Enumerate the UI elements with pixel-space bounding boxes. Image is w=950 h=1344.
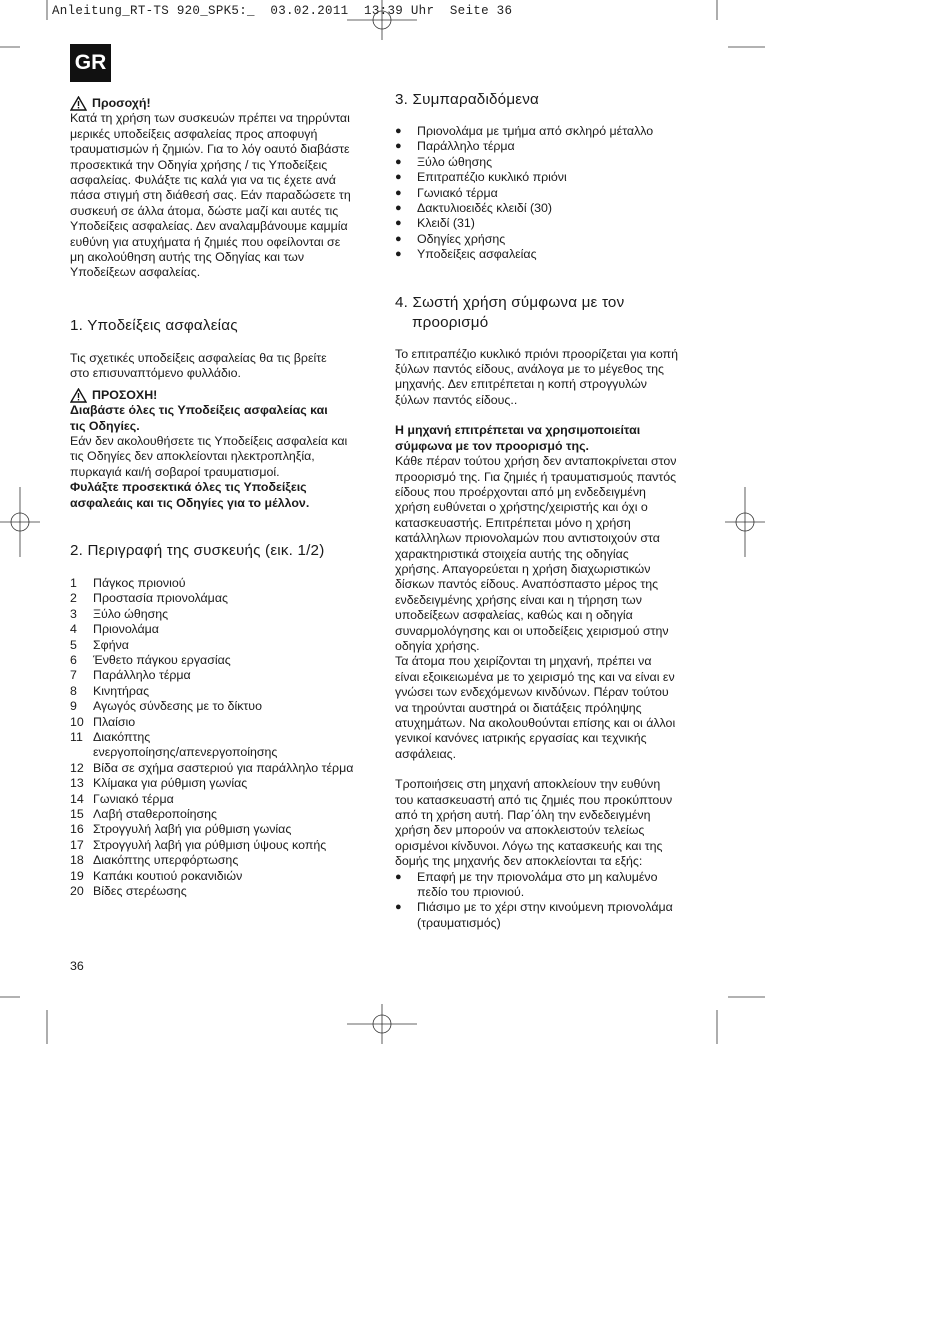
- text-line: κατάλληλων πριονολαμών που αντιστοιχούν στα: [395, 531, 660, 546]
- text-line: Υποδείξεων ασφαλείας.: [70, 265, 201, 280]
- bullet-icon: ●: [395, 217, 402, 230]
- item-number: 3: [70, 606, 77, 621]
- residual-risks-list: [395, 870, 695, 932]
- text-line: σύμφωνα με τον προορισμό της.: [395, 438, 589, 453]
- intended-use-paragraph: [395, 347, 695, 409]
- item-label-line: Λαβή σταθεροποίησης: [93, 807, 218, 822]
- risk-text-line: Πιάσιμο με το χέρι στην κινούμενη πριονολάμα: [417, 900, 673, 915]
- text-line: Το επιτραπέζιο κυκλικό πριόνι προορίζεται για κοπή: [395, 346, 678, 361]
- risk-text-line: Επαφή με την πριονολάμα στο μη καλυμένο: [417, 869, 658, 884]
- item-label: [93, 607, 168, 622]
- text-line: κατασκευαστής. Επιτρέπεται μόνο η χρήση: [395, 515, 631, 530]
- modifications-paragraph: [395, 777, 695, 869]
- attention-heading: [70, 96, 370, 111]
- item-label-line: Κινητήρας: [93, 683, 150, 698]
- warning-triangle-icon: [70, 388, 87, 403]
- parts-list-item: [70, 576, 370, 591]
- text-line: πάσα στιγμή στη διάθεσή σας. Εάν παραδώσετε τη: [70, 188, 351, 203]
- item-number: 5: [70, 637, 77, 652]
- item-label-line: Προστασία πριονολάμας: [93, 591, 228, 606]
- item-number: 16: [70, 822, 84, 837]
- section-2-heading: 2. Περιγραφή της συσκευής (εικ. 1/2): [70, 541, 325, 559]
- risk-text: [417, 870, 658, 901]
- item-label-line: ενεργοποίησης/απενεργοποίησης: [93, 745, 278, 760]
- item-number: 2: [70, 591, 77, 606]
- item-number: 1: [70, 575, 77, 590]
- parts-list-item: [70, 699, 370, 714]
- item-label: [93, 730, 277, 761]
- text-line: ενδεδειγμένης χρήσης είναι και η τήρηση των: [395, 592, 642, 607]
- bullet-icon: ●: [395, 901, 402, 914]
- text-line: συναρμολόγησης και οι υποδείξεις χειρισμού στην: [395, 623, 669, 638]
- supplied-items-list: [395, 124, 695, 263]
- text-line: ορισμένοι κίνδυνοι. Λόγω της κατασκευής και της: [395, 838, 663, 853]
- text-line: τις Οδηγίες.: [70, 418, 140, 433]
- text-line: χαρακτηριστικά στοιχεία αυτής της οδηγίας: [395, 546, 629, 561]
- left-column: [70, 96, 370, 899]
- item-number: 7: [70, 668, 77, 683]
- text-line: Κάθε πέραν τούτου χρήση δεν ανταποκρίνεται στον: [395, 454, 677, 469]
- item-number: 6: [70, 652, 77, 667]
- text-line: να τηρούνται αυστηρά οι διατάξεις πρόληψης: [395, 700, 642, 715]
- right-column: [395, 90, 695, 931]
- item-label-line: Γωνιακό τέρμα: [93, 791, 174, 806]
- text-line: ατυχημάτων. Να ακολουθούνται επίσης και οι άλλοι: [395, 716, 676, 730]
- text-line: χρήση ευθύνεται ο χρήστης/χειριστής και όχι ο: [395, 500, 648, 515]
- item-number: 11: [70, 730, 83, 744]
- item-label-line: Πάγκος πριονιού: [93, 575, 186, 590]
- text-line: Τα άτομα που χειρίζονται τη μηχανή, πρέπει να: [395, 654, 652, 669]
- item-label-line: Διακόπτης υπερφόρτωσης: [93, 853, 239, 868]
- supplied-item: [395, 124, 695, 139]
- item-label: [93, 591, 228, 606]
- item-label-line: Σφήνα: [93, 637, 129, 652]
- text-line: γνώσει των ενδεχόμενων κινδύνων. Πέραν τούτου: [395, 685, 669, 700]
- item-label-line: Στρογγυλή λαβή για ρύθμιση γωνίας: [93, 822, 292, 837]
- item-number: 13: [70, 776, 84, 791]
- text-line: του κατασκευαστή από τις ζημιές που προκύπτουν: [395, 792, 673, 807]
- page-number: 36: [70, 959, 84, 973]
- text-line: γενικοί κανόνες ιατρικής εργασίας και τεχνικής: [395, 731, 647, 746]
- bullet-icon: ●: [395, 202, 402, 215]
- bullet-icon: ●: [395, 248, 402, 261]
- keep-instructions-text: [70, 480, 370, 511]
- text-line: μηχανής. Δεν επιτρέπεται η κοπή στρογγυλών: [395, 377, 648, 392]
- text-line: μερικές υποδείξεις ασφαλείας προς αποφυγή: [70, 126, 318, 141]
- item-label: [93, 684, 149, 699]
- text-line: είδους που προέρχονται από μη ενδεδειγμένη: [395, 484, 646, 499]
- item-number: 14: [70, 791, 84, 806]
- supplied-item-label: Κλειδί (31): [417, 216, 475, 231]
- parts-list-item: [70, 607, 370, 622]
- text-line: υποδείξεων ασφαλείας, καθώς και η οδηγία: [395, 608, 633, 623]
- text-line: δίσκων παντός είδους. Αναπόσπαστο μέρος της: [395, 577, 659, 592]
- warning-triangle-icon: [70, 96, 87, 111]
- item-number: 19: [70, 868, 84, 883]
- parts-list-item: [70, 653, 370, 668]
- item-label-line: Ξύλο ώθησης: [93, 606, 169, 621]
- item-label-line: Διακόπτης: [93, 730, 151, 744]
- bullet-icon: ●: [395, 171, 402, 184]
- supplied-item: [395, 232, 695, 247]
- supplied-item-label: Ξύλο ώθησης: [417, 154, 493, 169]
- item-label: [93, 638, 129, 653]
- text-line: Τις σχετικές υποδείξεις ασφαλείας θα τις βρείτε: [70, 350, 327, 365]
- parts-list-item: [70, 591, 370, 606]
- supplied-item: [395, 155, 695, 170]
- item-label: [93, 699, 262, 714]
- parts-list-item: [70, 730, 370, 761]
- item-label-line: Κλίμακα για ρύθμιση γωνίας: [93, 776, 248, 791]
- bullet-icon: ●: [395, 186, 402, 199]
- section-1-intro: [70, 351, 370, 382]
- text-line: είναι εξοικειωμένα με το χειρισμό της και να είναι εν: [395, 669, 675, 684]
- supplied-item-label: Παράλληλο τέρμα: [417, 139, 515, 154]
- item-label-line: Στρογγυλή λαβή για ρύθμιση ύψους κοπής: [93, 837, 327, 852]
- item-label: [93, 576, 186, 591]
- text-line: πυρκαγιά και/ή σοβαροί τραυματισμοί.: [70, 464, 280, 479]
- supplied-item-label: Δακτυλιοειδές κλειδί (30): [417, 201, 553, 216]
- item-label: [93, 838, 326, 853]
- supplied-item: [395, 139, 695, 154]
- risk-item: [395, 900, 695, 931]
- section-3-heading: 3. Συμπαραδιδόμενα: [395, 91, 540, 108]
- item-label: [93, 807, 217, 822]
- text-line: Διαβάστε όλες τις Υποδείξεις ασφαλείας και: [70, 403, 328, 418]
- supplied-item-label: Επιτραπέζιο κυκλικό πριόνι: [417, 170, 567, 185]
- text-line: Εάν δεν ακολουθήσετε τις Υποδείξεις ασφαλεία και: [70, 433, 348, 448]
- supplied-item-label: Γωνιακό τέρμα: [417, 185, 498, 200]
- item-label: [93, 869, 242, 884]
- text-line: από τη χρήση αυτή. Παρ΄όλη την ενδεδειγμένη: [395, 808, 651, 823]
- heading-line: 4. Σωστή χρήση σύμφωνα με τον: [395, 293, 625, 311]
- attention-text: [70, 111, 370, 280]
- parts-list-item: [70, 684, 370, 699]
- parts-list: [70, 576, 370, 900]
- item-label: [93, 853, 238, 868]
- risk-text-line: (τραυματισμός): [417, 915, 501, 930]
- text-line: δομής της μηχανής δεν αποκλείονται τα εξής:: [395, 854, 643, 869]
- text-line: προσεκτικά την Οδηγία χρήσης / τις Υποδείξεις: [70, 157, 328, 172]
- parts-list-item: [70, 761, 370, 776]
- item-number: 15: [70, 807, 84, 822]
- parts-list-item: [70, 838, 370, 853]
- parts-list-item: [70, 884, 370, 899]
- item-number: 4: [70, 622, 77, 637]
- text-line: Κατά τη χρήση των συσκευών πρέπει να τηρρύνται: [70, 111, 350, 126]
- item-number: 9: [70, 699, 77, 714]
- text-line: οδηγία χρήσης.: [395, 638, 480, 653]
- text-line: ασφάλειας.: [395, 746, 457, 761]
- item-label-line: Βίδες στερέωσης: [93, 884, 187, 899]
- item-label: [93, 884, 187, 899]
- item-label-line: Αγωγός σύνδεσης με το δίκτυο: [93, 699, 262, 714]
- text-line: ασφαλείας. Φυλάξτε τις καλά για να τις έχετε ανά: [70, 173, 336, 188]
- supplied-item: [395, 247, 695, 262]
- attention-title: Προσοχή!: [92, 96, 151, 110]
- text-line: Φυλάξτε προσεκτικά όλες τις Υποδείξεις: [70, 480, 307, 495]
- misuse-paragraph: [395, 454, 695, 762]
- text-line: στο επισυναπτόμενο φυλλάδιο.: [70, 366, 241, 381]
- item-number: 17: [70, 837, 84, 852]
- item-label: [93, 776, 247, 791]
- risk-item: [395, 870, 695, 901]
- warning-title: ΠΡΟΣΟΧΗ!: [92, 387, 158, 402]
- item-label-line: Πλαίσιο: [93, 714, 136, 729]
- text-line: προορισμό της. Για ζημιές ή τραυματισμούς παντός: [395, 469, 677, 484]
- text-line: ξύλων παντός είδους..: [395, 392, 518, 407]
- item-label-line: Ένθετο πάγκου εργασίας: [93, 652, 231, 667]
- risk-text-line: πεδίο του πριονιού.: [417, 885, 525, 900]
- text-line: ξύλων παντός είδους, ανάλογα με το μέγεθος της: [395, 362, 664, 377]
- section-4-heading: [395, 293, 695, 333]
- parts-list-item: [70, 715, 370, 730]
- intended-use-bold: [395, 423, 695, 454]
- item-label: [93, 761, 353, 776]
- parts-list-item: [70, 776, 370, 791]
- parts-list-item: [70, 822, 370, 837]
- item-number: 12: [70, 760, 84, 775]
- bullet-icon: ●: [395, 140, 402, 153]
- bullet-icon: ●: [395, 125, 402, 137]
- text-line: χρήσης. Απαγορεύεται η χρήση διαχωριστικών: [395, 561, 651, 576]
- text-line: τις Οδηγίες δεν αποκλείονται ηλεκτροπληξία,: [70, 449, 315, 464]
- item-number: 8: [70, 683, 77, 698]
- item-label: [93, 715, 135, 730]
- parts-list-item: [70, 869, 370, 884]
- item-number: 10: [70, 714, 84, 729]
- parts-list-item: [70, 792, 370, 807]
- parts-list-item: [70, 668, 370, 683]
- supplied-item: [395, 216, 695, 231]
- item-number: 18: [70, 853, 84, 868]
- bullet-icon: ●: [395, 155, 402, 168]
- heading-line: προορισμό: [412, 313, 489, 331]
- item-label: [93, 622, 159, 637]
- supplied-item: [395, 186, 695, 201]
- item-label-line: Καπάκι κουτιού ροκανιδιών: [93, 868, 243, 883]
- bullet-icon: ●: [395, 870, 402, 883]
- risk-text: [417, 900, 673, 931]
- supplied-item-label: Πριονολάμα με τμήμα από σκληρό μέταλλο: [417, 124, 654, 138]
- parts-list-item: [70, 807, 370, 822]
- warning-heading: [70, 388, 370, 403]
- language-badge: GR: [70, 44, 111, 82]
- item-number: 20: [70, 884, 84, 899]
- text-line: χρήση δεν μπορούν να αποκλειστούν τελείως: [395, 823, 645, 838]
- warning-text: [70, 434, 370, 480]
- section-1-heading: 1. Υποδείξεις ασφαλείας: [70, 316, 238, 334]
- item-label: [93, 668, 191, 683]
- text-line: συσκευή σε άλλα άτομα, δώστε μαζί και αυτές τις: [70, 203, 339, 218]
- text-line: Η μηχανή επιτρέπεται να χρησιμοποιείται: [395, 423, 641, 438]
- parts-list-item: [70, 622, 370, 637]
- parts-list-item: [70, 853, 370, 868]
- supplied-item-label: Οδηγίες χρήσης: [417, 231, 506, 246]
- item-label: [93, 822, 291, 837]
- item-label: [93, 653, 231, 668]
- text-line: τραυματισμών ή ζημιών. Για το λόγ οαυτό διαβάστε: [70, 142, 350, 157]
- parts-list-item: [70, 638, 370, 653]
- supplied-item: [395, 170, 695, 185]
- text-line: Τροποιήσεις στη μηχανή αποκλείουν την ευθύνη: [395, 777, 661, 792]
- supplied-item-label: Υποδείξεις ασφαλείας: [417, 247, 537, 262]
- print-header: Anleitung_RT-TS 920_SPK5:_ 03.02.2011 13:39 Uhr Seite 36: [52, 4, 513, 18]
- item-label-line: Βίδα σε σχήμα σαστεριού για παράλληλο τέρμα: [93, 760, 354, 775]
- supplied-item: [395, 201, 695, 216]
- text-line: ευθύνη για ατυχήματα ή ζημιές που οφείλονται σε: [70, 234, 341, 249]
- item-label-line: Παράλληλο τέρμα: [93, 668, 191, 683]
- text-line: ασφαλεάις και τις Οδηγίες για το μέλλον.: [70, 495, 310, 510]
- text-line: Υποδείξεις ασφαλείας. Δεν αναλαμβάνουμε καμμία: [70, 219, 348, 234]
- text-line: μη ακολούθηση αυτής της Οδηγίας και των: [70, 250, 305, 265]
- bullet-icon: ●: [395, 232, 402, 245]
- warning-bold-text: [70, 403, 370, 434]
- item-label: [93, 792, 174, 807]
- item-label-line: Πριονολάμα: [93, 622, 159, 637]
